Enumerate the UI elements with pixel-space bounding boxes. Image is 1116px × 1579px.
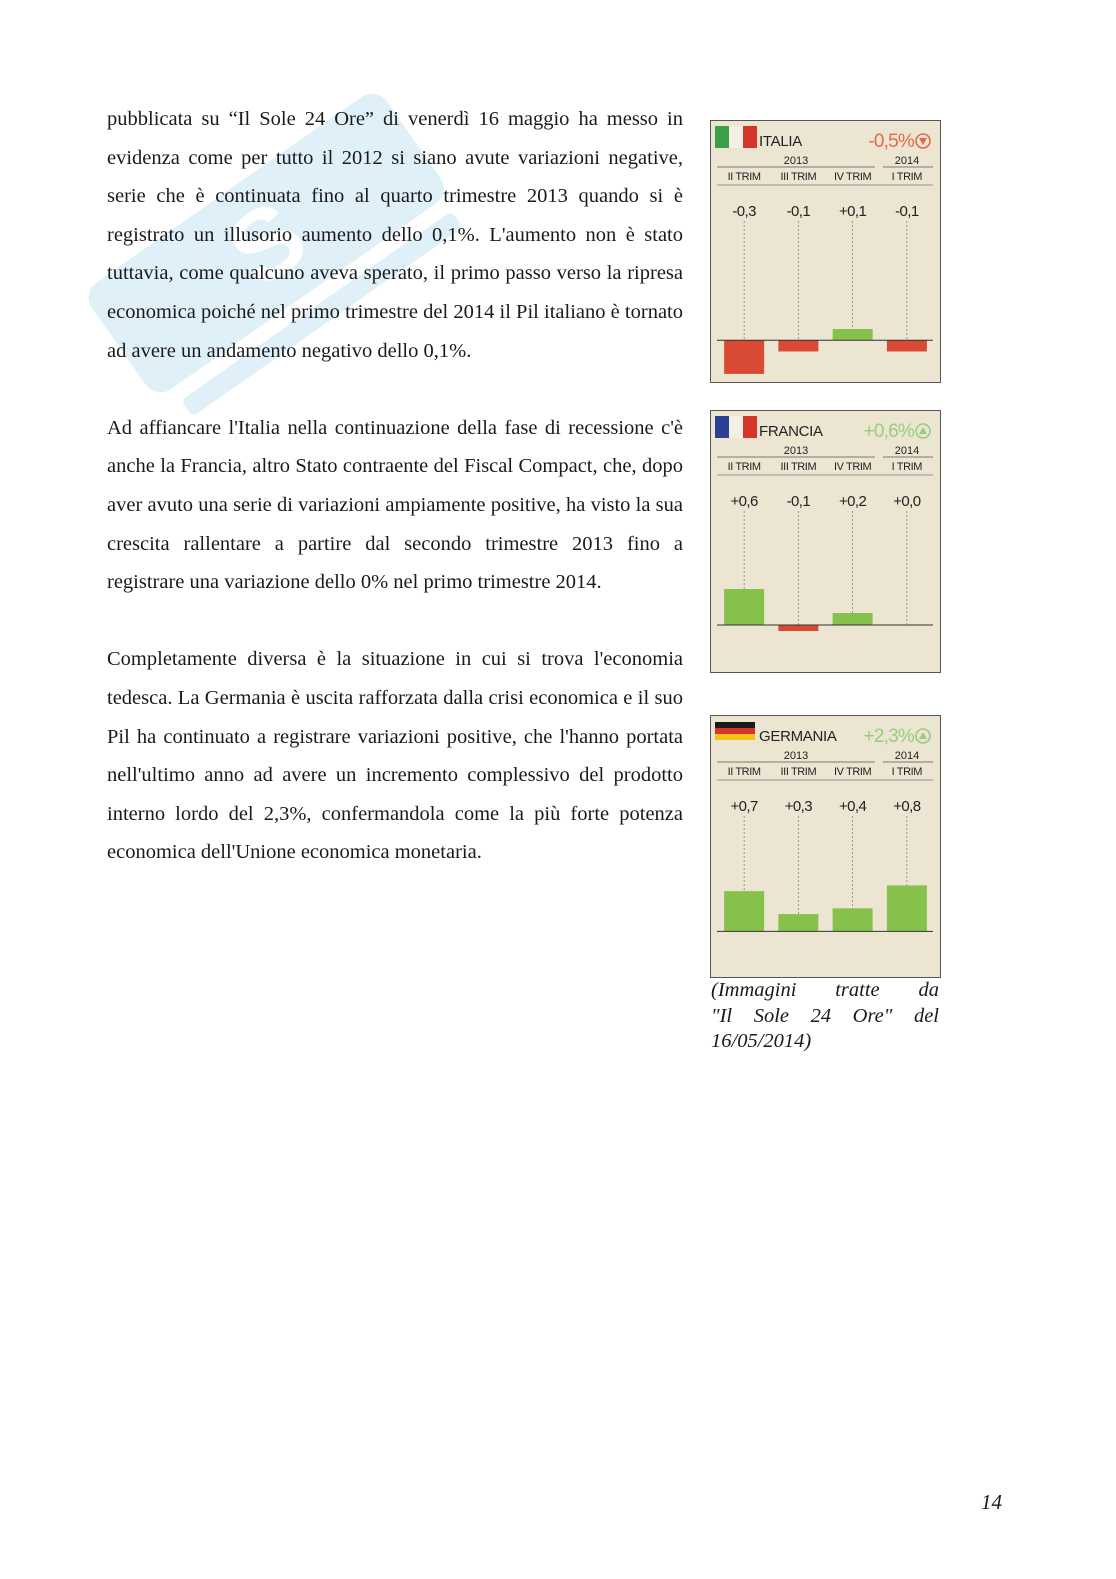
- chart-germania-svg: [711, 716, 940, 977]
- image-caption: [711, 978, 939, 1055]
- chart-data-label: +0,4: [839, 798, 867, 815]
- chart-category-label: III TRIM: [780, 766, 817, 778]
- icon-arrow: [919, 427, 927, 434]
- chart-category-label: I TRIM: [891, 766, 923, 778]
- caption-line-2: "Il Sole 24 Ore" del: [711, 1004, 939, 1027]
- chart-category-label: II TRIM: [727, 171, 761, 183]
- caption-line-3: 16/05/2014): [711, 1030, 812, 1052]
- flag-stripe: [715, 416, 729, 438]
- chart-total-label: -0,5%: [868, 131, 914, 152]
- flag-stripe: [743, 126, 757, 148]
- chart-bar: [724, 589, 764, 625]
- chart-bar: [778, 625, 818, 631]
- triangle-up-icon: [916, 729, 930, 743]
- chart-data-label: -0,1: [786, 493, 811, 510]
- page-number: 14: [981, 1490, 1002, 1514]
- triangle-up-icon: [916, 424, 930, 438]
- paragraph-germania: Completamente diversa è la situazione in cui si trova l'economia tedesca. La Germania è uscita rafforzata dalla crisi economica e il suo Pil ha continuato a registrare variazioni positive, che l'hanno portata nell'ultimo anno ad avere un incremento complessivo del prodotto interno lordo del 2,3%, confermandola come la più forte potenza economica dell'Unione economica monetaria.: [107, 648, 683, 864]
- chart-bar: [724, 891, 764, 931]
- chart-data-label: +0,6: [730, 493, 758, 510]
- chart-total-label: +2,3%: [863, 726, 914, 747]
- chart-francia: [710, 410, 941, 673]
- chart-year-label: 2014: [894, 445, 920, 457]
- chart-data-label: +0,3: [784, 798, 812, 815]
- germany-flag-icon: [715, 722, 755, 740]
- chart-bar: [778, 340, 818, 351]
- chart-bar: [724, 340, 764, 374]
- chart-category-label: II TRIM: [727, 461, 761, 473]
- body-text: [107, 100, 683, 872]
- chart-category-label: I TRIM: [891, 171, 923, 183]
- flag-stripe: [729, 416, 743, 438]
- chart-italia: [710, 120, 941, 383]
- chart-bar: [833, 908, 873, 931]
- chart-bar: [833, 329, 873, 340]
- flag-stripe: [743, 416, 757, 438]
- flag-stripe: [715, 734, 755, 740]
- chart-data-label: +0,8: [893, 798, 921, 815]
- chart-data-label: +0,0: [893, 493, 921, 510]
- chart-bar: [887, 340, 927, 351]
- flag-stripe: [729, 126, 743, 148]
- italy-flag-icon: [715, 126, 757, 148]
- icon-arrow: [919, 138, 927, 145]
- chart-year-label: 2013: [783, 155, 809, 167]
- chart-data-label: -0,1: [895, 203, 919, 220]
- chart-data-label: -0,1: [786, 203, 811, 220]
- chart-year-label: 2013: [783, 445, 809, 457]
- flag-stripe: [715, 126, 729, 148]
- chart-category-label: IV TRIM: [833, 766, 872, 778]
- chart-data-label: -0,3: [732, 203, 756, 220]
- chart-francia-svg: [711, 411, 940, 672]
- chart-year-label: 2013: [783, 750, 809, 762]
- flag-stripe: [715, 722, 755, 728]
- chart-data-label: +0,1: [839, 203, 867, 220]
- chart-category-label: II TRIM: [727, 766, 761, 778]
- chart-country-label: GERMANIA: [759, 728, 837, 745]
- chart-country-label: ITALIA: [759, 133, 802, 150]
- chart-year-label: 2014: [894, 750, 920, 762]
- chart-category-label: IV TRIM: [833, 171, 872, 183]
- caption-line-1: (Immagini tratte da: [711, 979, 939, 1001]
- paragraph-francia: Ad affiancare l'Italia nella continuazione della fase di recessione c'è anche la Francia, altro Stato contraente del Fiscal Compact, che, dopo aver avuto una serie di variazioni ampiamente positive, ha visto la sua crescita rallentare a partire dal secondo trimestre 2013 fino a registrare una variazione dello 0% nel primo trimestre 2014.: [107, 416, 683, 594]
- chart-bar: [778, 914, 818, 931]
- chart-country-label: FRANCIA: [759, 423, 823, 440]
- chart-italia-svg: [711, 121, 940, 382]
- chart-bar: [887, 885, 927, 931]
- chart-category-label: III TRIM: [780, 171, 817, 183]
- paragraph-italia: pubblicata su “Il Sole 24 Ore” di venerdì 16 maggio ha messo in evidenza come per tutto il 2012 si siano avute variazioni negative, serie che è continuata fino al quarto trimestre 2013 quando si è registrato un illusorio aumento dello 0,1%. L'aumento non è stato tuttavia, come qualcuno aveva sperato, il primo passo verso la ripresa economica poiché nel primo trimestre del 2014 il Pil italiano è tornato ad avere un andamento negativo dello 0,1%.: [107, 108, 683, 362]
- chart-category-label: IV TRIM: [833, 461, 872, 473]
- flag-stripe: [715, 728, 755, 734]
- triangle-down-icon: [916, 134, 930, 148]
- chart-year-label: 2014: [894, 155, 920, 167]
- chart-data-label: +0,7: [730, 798, 758, 815]
- svg-text:S: S: [207, 178, 327, 309]
- chart-bar: [833, 613, 873, 625]
- chart-total-label: +0,6%: [863, 421, 914, 442]
- chart-data-label: +0,2: [839, 493, 867, 510]
- france-flag-icon: [715, 416, 757, 438]
- chart-germania: [710, 715, 941, 978]
- chart-category-label: III TRIM: [780, 461, 817, 473]
- chart-category-label: I TRIM: [891, 461, 923, 473]
- icon-arrow: [919, 732, 927, 739]
